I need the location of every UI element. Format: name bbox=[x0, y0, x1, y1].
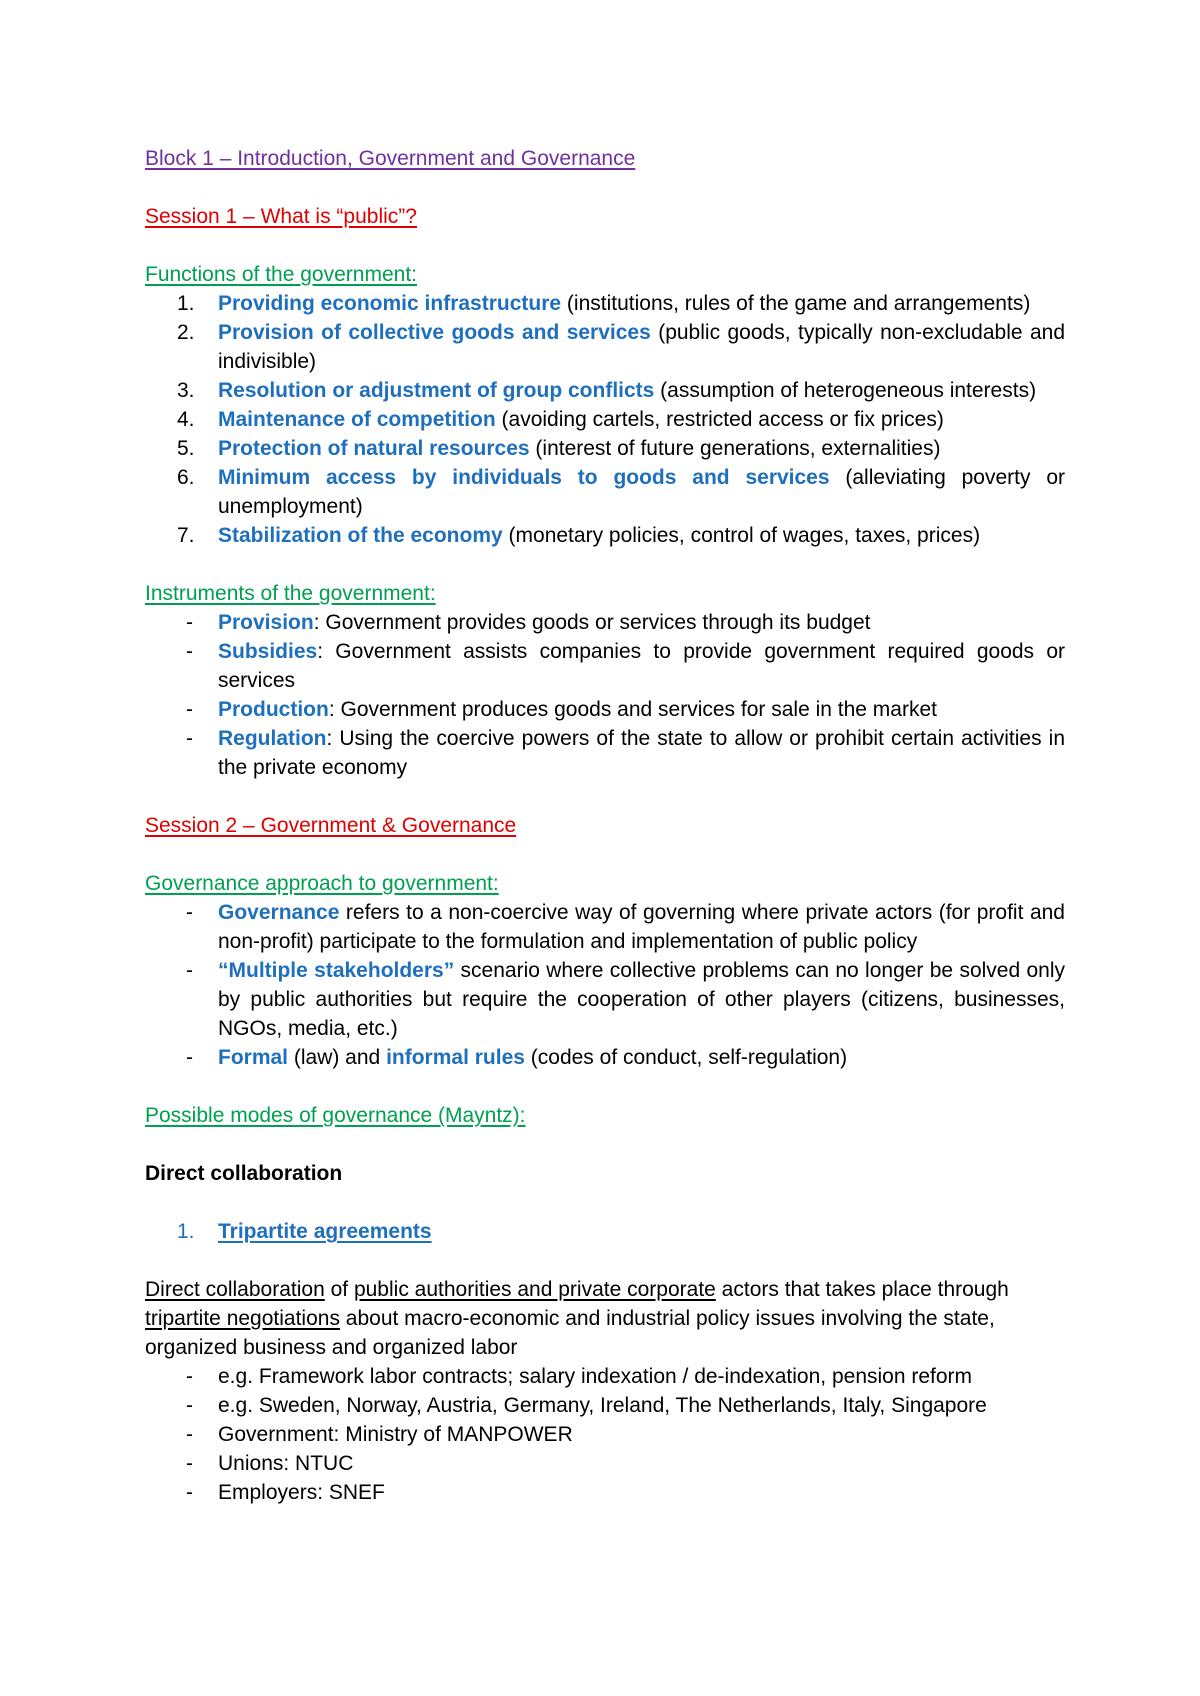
tripartite-paragraph: Direct collaboration of public authorities and private corporate actors that takes place through tripartite negotiations about macro-economic and industrial policy issues involving the state, organized business and organized labor bbox=[145, 1278, 1009, 1359]
block-title: Block 1 – Introduction, Government and Governance bbox=[145, 147, 636, 170]
list-item: 2. Provision of collective goods and services (public goods, typically non-excludable and indivisible) bbox=[177, 321, 1065, 373]
list-item: 4. Maintenance of competition (avoiding cartels, restricted access or fix prices) bbox=[177, 408, 944, 431]
instruments-heading: Instruments of the government: bbox=[145, 582, 436, 605]
list-item: 7. Stabilization of the economy (monetary policies, control of wages, taxes, prices) bbox=[177, 524, 981, 547]
session-2-title: Session 2 – Government & Governance bbox=[145, 814, 517, 837]
list-item: - Regulation: Using the coercive powers of the state to allow or prohibit certain activities in the private economy bbox=[186, 727, 1065, 779]
list-item: - Employers: SNEF bbox=[186, 1481, 385, 1504]
list-item: - Formal (law) and informal rules (codes of conduct, self-regulation) bbox=[186, 1046, 848, 1069]
list-item: 1. Providing economic infrastructure (institutions, rules of the game and arrangements) bbox=[177, 292, 1031, 315]
list-item: 5. Protection of natural resources (interest of future generations, externalities) bbox=[177, 437, 941, 460]
modes-heading: Possible modes of governance (Mayntz): bbox=[145, 1104, 526, 1127]
document-page bbox=[145, 144, 1065, 1507]
governance-list bbox=[145, 898, 1065, 1072]
direct-collaboration-heading: Direct collaboration bbox=[145, 1162, 343, 1185]
list-item: - “Multiple stakeholders” scenario where collective problems can no longer be solved only by public authorities but require the cooperation of other players (citizens, businesses, NGOs, media, etc.) bbox=[186, 959, 1065, 1040]
functions-list bbox=[145, 289, 1065, 550]
functions-heading: Functions of the government: bbox=[145, 263, 417, 286]
list-item: - Governance refers to a non-coercive way of governing where private actors (for profit and non-profit) participate to the formulation and implementation of public policy bbox=[186, 901, 1065, 953]
examples-list bbox=[145, 1362, 1065, 1507]
list-item: 3. Resolution or adjustment of group conflicts (assumption of heterogeneous interests) bbox=[177, 379, 1037, 402]
session-1-title: Session 1 – What is “public”? bbox=[145, 205, 417, 228]
governance-heading: Governance approach to government: bbox=[145, 872, 499, 895]
list-item: - Production: Government produces goods and services for sale in the market bbox=[186, 698, 937, 721]
tripartite-heading: 1. Tripartite agreements bbox=[177, 1220, 432, 1243]
list-item: - Subsidies: Government assists companies to provide government required goods or services bbox=[186, 640, 1065, 692]
list-item: 6. Minimum access by individuals to goods and services (alleviating poverty or unemployment) bbox=[177, 466, 1065, 518]
list-item: - e.g. Sweden, Norway, Austria, Germany, Ireland, The Netherlands, Italy, Singapore bbox=[186, 1394, 987, 1417]
list-item: - Government: Ministry of MANPOWER bbox=[186, 1423, 573, 1446]
list-item: - Unions: NTUC bbox=[186, 1452, 354, 1475]
list-item: - Provision: Government provides goods or services through its budget bbox=[186, 611, 871, 634]
list-item: - e.g. Framework labor contracts; salary indexation / de-indexation, pension reform bbox=[186, 1365, 973, 1388]
instruments-list bbox=[145, 608, 1065, 782]
